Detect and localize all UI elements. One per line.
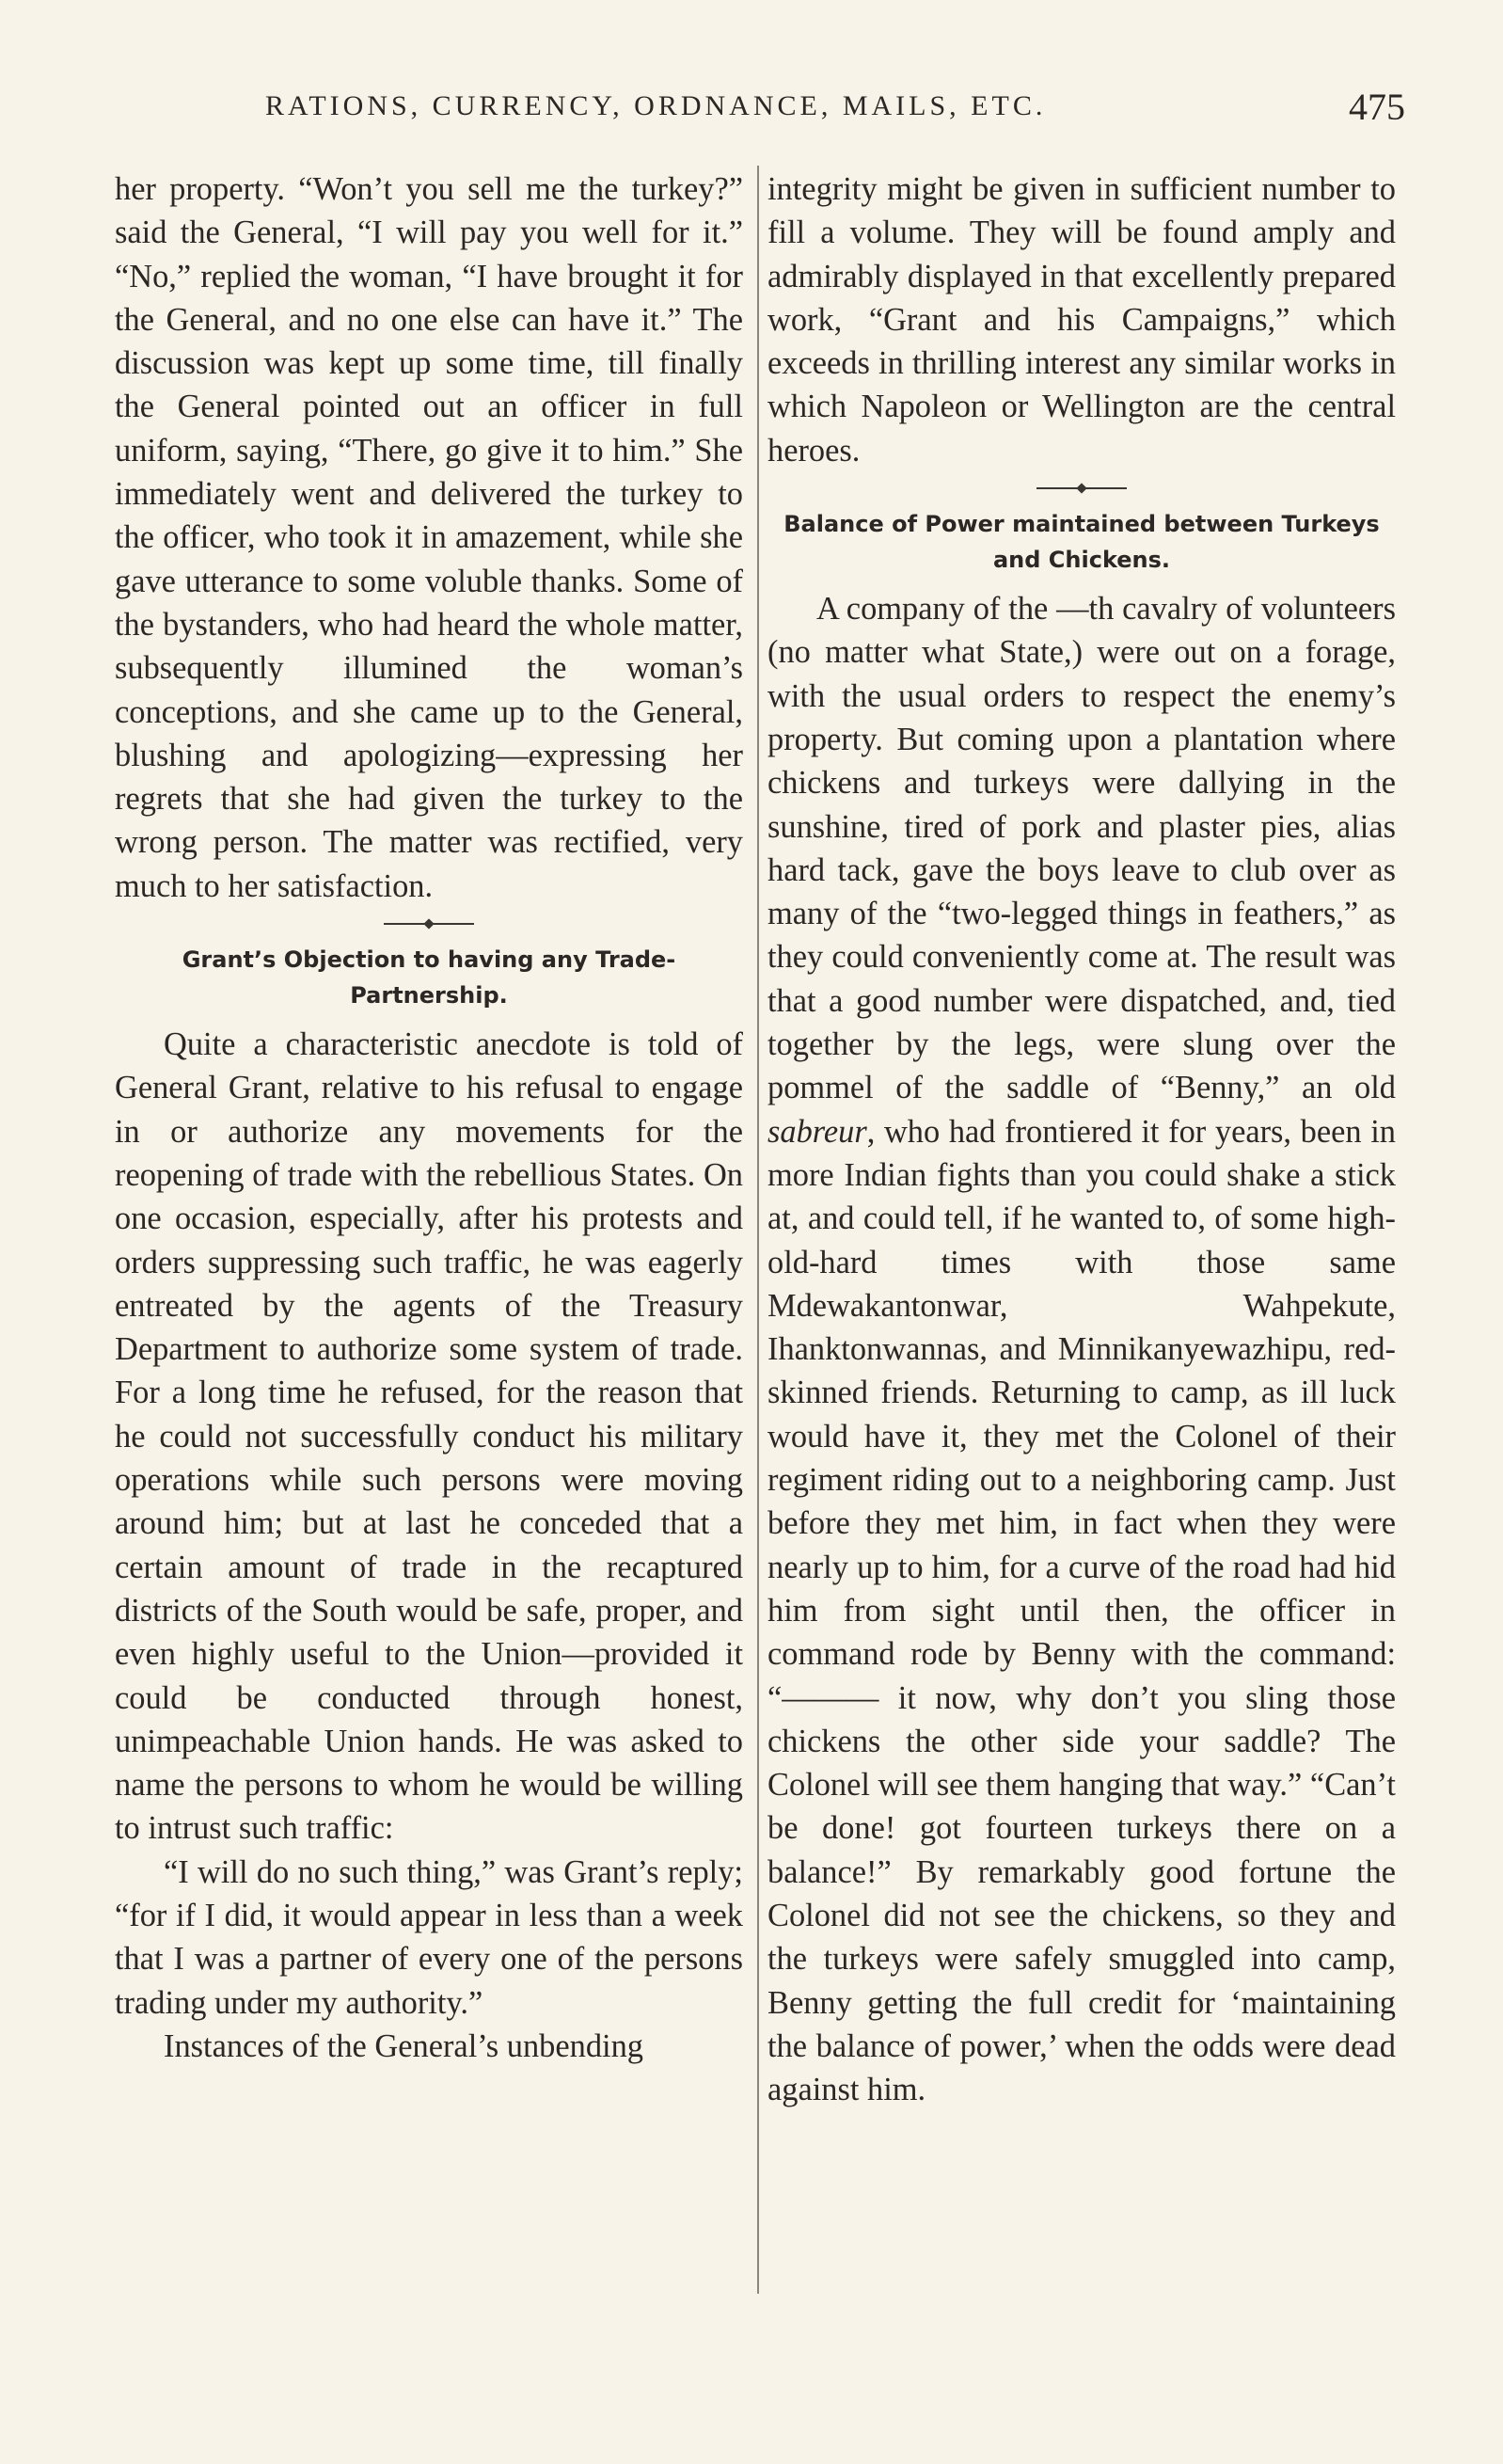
section-heading-balance-of-power: Balance of Power maintained between Turkeys and Chickens. xyxy=(783,511,1380,574)
paragraph-turkey-anecdote-end: her property. “Won’t you sell me the turkey?” said the General, “I will pay you well for it.” “No,” replied the woman, “I have brought it for the General, and no one else can have it.” The discussion was kept up some time, till finally the General pointed out an officer in full uniform, saying, “There, go give it to him.” She immediately went and delivered the turkey to the officer, who took it in amazement, while she gave utterance to some voluble thanks. Some of the bystanders, who had heard the whole matter, subsequently illumined the woman’s conceptions, and she came up to the General, blushing and apologizing—expressing her regrets that she had given the turkey to the wrong person. The matter was rectified, very much to her satisfaction. xyxy=(115,171,743,904)
left-column xyxy=(115,167,743,2068)
text-segment: A company of the —th cavalry of volunteers (no matter what State,) were out on a forage, with the usual orders to respect the enemy’s property. But coming upon a plantation where chickens and turkeys were dallying in the sunshine, tired of pork and plaster pies, alias hard tack, gave the boys leave to club over as many of the “two-legged things in feathers,” as they could conveniently come at. The result was that a good number were dispatched, and, tied together by the legs, were slung over the pommel of the saddle of “Benny,” an old xyxy=(767,591,1396,1106)
section-separator xyxy=(384,923,474,925)
paragraph-grant-reply: “I will do no such thing,” was Grant’s reply; “for if I did, it would appear in less than a week that I was a partner of every one of the persons trading under my authority.” xyxy=(115,1853,743,2021)
paragraph-cavalry-forage xyxy=(767,587,1396,2111)
running-title: RATIONS, CURRENCY, ORDNANCE, MAILS, ETC. xyxy=(265,90,1047,121)
page-number: 475 xyxy=(1349,86,1405,128)
section-heading-trade-partnership: Grant’s Objection to having any Trade-Partnership. xyxy=(182,946,676,1009)
italic-word-sabreur: sabreur xyxy=(767,1113,867,1150)
text-segment: , who had frontiered it for years, been in more Indian fights than you could shake a stick at, and could tell, if he wanted to, of some high-old-hard times with those same Mdewakantonwar, Wahpekute, Ihanktonwannas, and Minnikanyewazhipu, red-skinned friends. Returning to camp, as ill luck would have it, they met the Colonel of their regiment riding out to a neighboring camp. Just before they met him, in fact when they were nearly up to him, for a curve of the road had hid him from sight until then, the officer in command rode by Benny with the command: “——— it now, why don’t you sling those chickens the other side your saddle? The Colonel will see them hanging that way.” “Can’t be done! got fourteen turkeys there on a balance!” By remarkably good fortune the Colonel did not see the chickens, so they and the turkeys were safely smuggled into camp, Benny getting the full credit for ‘maintaining the balance of power,’ when the odds were dead against him. xyxy=(767,1113,1396,2108)
paragraph-integrity: integrity might be given in sufficient number to fill a volume. They will be found amply and admirably displayed in that excellently prepared work, “Grant and his Campaigns,” which exceeds in thrilling interest any similar works in which Napoleon or Wellington are the central heroes. xyxy=(767,171,1396,469)
column-divider xyxy=(757,166,759,2294)
paragraph-instances: Instances of the General’s unbending xyxy=(164,2027,643,2064)
section-separator xyxy=(1036,487,1127,489)
right-column xyxy=(767,167,1396,2111)
paragraph-trade-anecdote: Quite a characteristic anecdote is told of General Grant, relative to his refusal to engage in or authorize any movements for the reopening of trade with the rebellious States. On one occasion, especially, after his protests and orders suppressing such traffic, he was eagerly entreated by the agents of the Treasury Department to authorize some system of trade. For a long time he refused, for the reason that he could not successfully conduct his military operations while such persons were moving around him; but at last he conceded that a certain amount of trade in the recaptured districts of the South would be safe, proper, and even highly useful to the Union—provided it could be conducted through honest, unimpeachable Union hands. He was asked to name the persons to whom he would be willing to intrust such traffic: xyxy=(115,1026,743,1847)
running-head xyxy=(115,86,1405,135)
